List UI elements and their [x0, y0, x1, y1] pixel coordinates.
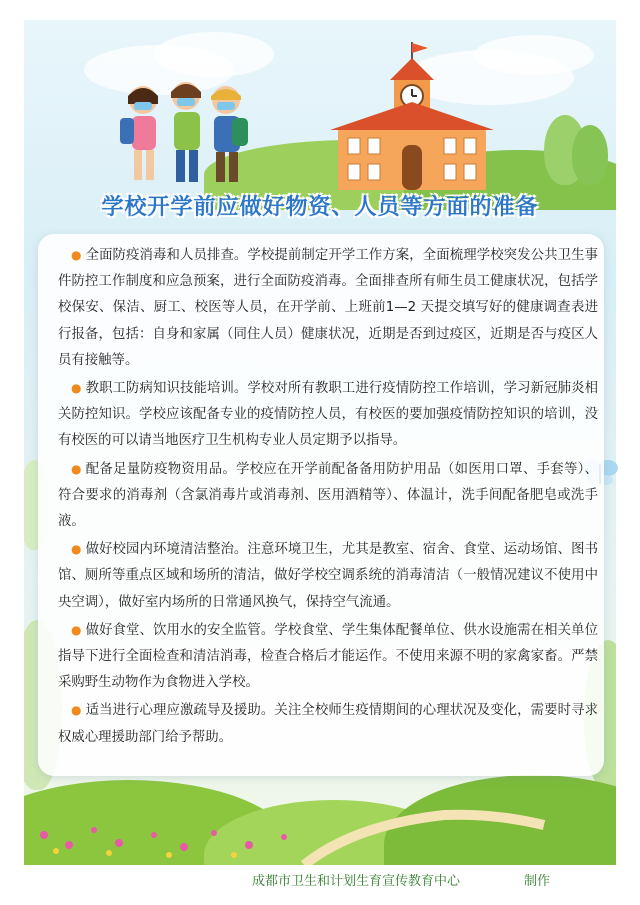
paragraph-text: 适当进行心理应激疏导及援助。关注全校师生疫情期间的心理状况及变化，需要时寻求权威心理援助部门给予帮助。	[58, 703, 598, 745]
paragraph-item	[58, 617, 598, 697]
bullet-icon: ●	[71, 381, 82, 396]
tree-decoration	[572, 125, 608, 185]
paragraph-item	[58, 697, 598, 750]
paragraph-text: 全面防疫消毒和人员排查。学校提前制定开学工作方案，全面梳理学校突发公共卫生事件防控工作制度和应急预案，进行全面防疫消毒。全面排查所有师生员工健康状况，包括学校保安、保洁、厨工、校医等人员，在开学前、上班前1—2 天提交填写好的健康调查表进行报备，包括：自身和家属（同住人员）健康状况，近期是否到过疫区，近期是否与疫区人员有接触等。	[58, 248, 598, 368]
school-building-icon	[320, 40, 510, 190]
page-title: 学校开学前应做好物资、人员等方面的准备	[101, 195, 539, 220]
bullet-icon: ●	[71, 703, 82, 718]
bullet-icon: ●	[71, 622, 82, 637]
bullet-icon: ●	[71, 248, 82, 262]
paragraph-text: 做好校园内环境清洁整治。注意环境卫生，尤其是教室、宿舍、食堂、运动场馆、图书馆、厕所等重点区域和场所的清洁，做好学校空调系统的消毒清洁（一般情况建议不使用中央空调），做好室内场所的日常通风换气，保持空气流通。	[58, 542, 598, 610]
children-with-masks-icon	[118, 78, 253, 193]
cloud-decoration	[154, 32, 274, 77]
publisher-credit: 成都市卫生和计划生育宣传教育中心	[252, 874, 461, 889]
bullet-icon: ●	[71, 461, 82, 476]
content-body	[58, 242, 598, 752]
paragraph-item	[58, 375, 598, 455]
paragraph-item	[58, 536, 598, 616]
paragraph-text: 教职工防病知识技能培训。学校对所有教职工进行疫情防控工作培训，学习新冠肺炎相关防控知识。学校应该配备专业的疫情防控人员，有校医的要加强疫情防控知识的培训，没有校医的可以请当地医疗卫生机构专业人员定期予以指导。	[58, 381, 598, 449]
flowers-icon	[24, 785, 616, 865]
credit-tag: 制作	[524, 874, 551, 889]
paragraph-text: 配备足量防疫物资用品。学校应在开学前配备备用防护用品（如医用口罩、手套等）、符合要求的消毒剂（含氯消毒片或消毒剂、医用酒精等）、体温计，洗手间配备肥皂或洗手液。	[58, 461, 598, 530]
paragraph-text: 做好食堂、饮用水的安全监管。学校食堂、学生集体配餐单位、供水设施需在相关单位指导下进行全面检查和清洁消毒，检查合格后才能运作。不使用来源不明的家禽家畜。严禁采购野生动物作为食物进入学校。	[58, 622, 598, 691]
paragraph-item	[58, 456, 598, 536]
paragraph-item	[58, 242, 598, 374]
bullet-icon: ●	[71, 542, 82, 557]
